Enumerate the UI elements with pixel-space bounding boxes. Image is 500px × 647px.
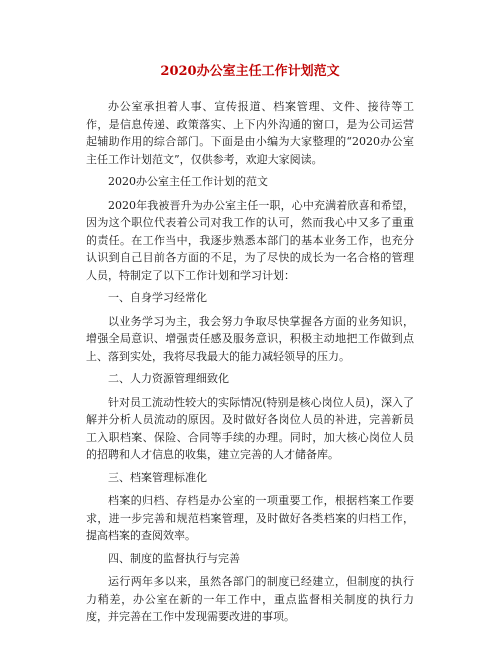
section-heading-1: 一、自身学习经常化 bbox=[108, 291, 207, 304]
paragraph-section-3: 档案的归档、存档是办公室的一项重要工作，根据档案工作要求，进一步完善和规范档案管理，及时做好各类档案的归档工作，提高档案的查阅效率。 bbox=[86, 494, 414, 542]
paragraph-intro: 办公室承担着人事、宣传报道、档案管理、文件、接待等工作，是信息传递、政策落实、上下内外沟通的窗口，是为公司运营起辅助作用的综合部门。下面是由小编为大家整理的“2020办公室主任工作计划范文”，仅供参考，欢迎大家阅读。 bbox=[86, 100, 414, 166]
paragraph-overview: 2020年我被晋升为办公室主任一职，心中充满着欣喜和希望，因为这个职位代表着公司对我工作的认可，然而我心中又多了重重的责任。在工作当中，我逐步熟悉本部门的基本业务工作，也充分认识到自己目前各方面的不足，为了尽快的成长为一名合格的管理人员，特制定了以下工作计划和学习计划： bbox=[86, 198, 414, 282]
paragraph-section-2: 针对员工流动性较大的实际情况(特别是核心岗位人员)，深入了解并分析人员流动的原因。及时做好各岗位人员的补进，完善新员工入职档案、保险、合同等手续的办理。同时，加大核心岗位人员的招聘和人才信息的收集，建立完善的人才储备库。 bbox=[86, 395, 414, 461]
section-heading-3: 三、档案管理标准化 bbox=[108, 470, 207, 484]
section-heading-2: 二、人力资源管理细致化 bbox=[108, 372, 229, 385]
paragraph-section-1: 以业务学习为主，我会努力争取尽快掌握各方面的业务知识，增强全局意识、增强责任感及服务意识，积极主动地把工作做到点上、落到实处，我将尽我最大的能力减轻领导的压力。 bbox=[86, 314, 414, 363]
document-title: 2020办公室主任工作计划范文 bbox=[160, 64, 340, 79]
paragraph-section-4: 运行两年多以来，虽然各部门的制度已经建立，但制度的执行力稍差，办公室在新的一年工作中，重点监督相关制度的执行力度，并完善在工作中发现需要改进的事项。 bbox=[86, 575, 414, 623]
section-heading-main: 2020办公室主任工作计划的范文 bbox=[108, 175, 268, 188]
section-heading-4: 四、制度的监督执行与完善 bbox=[108, 551, 240, 565]
